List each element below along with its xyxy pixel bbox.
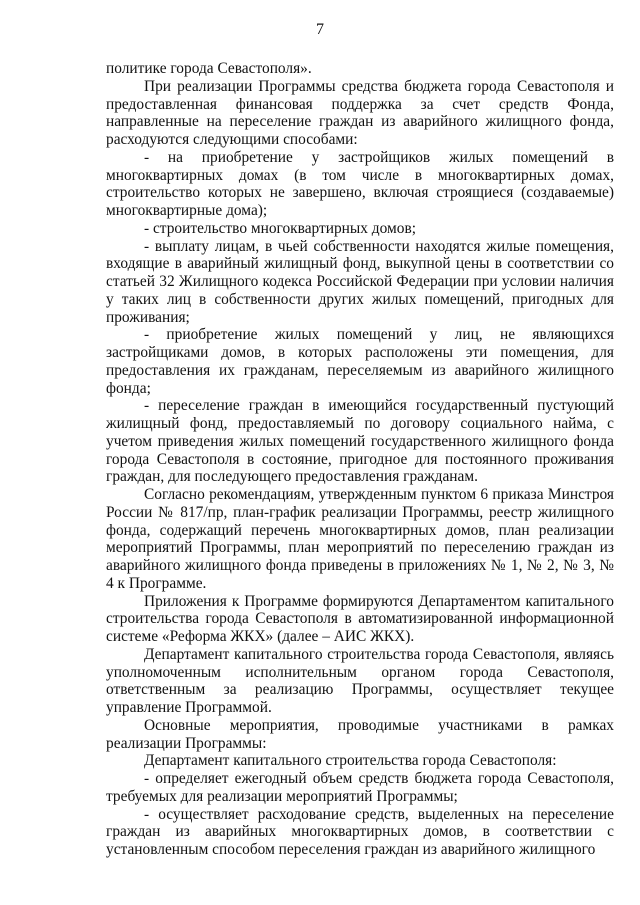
paragraph: При реализации Программы средства бюджета города Севастополя и предоставленная финансовая поддержка за счет средств Фонда, направленные на переселение граждан из аварийного жилищного фонда, расходуются следующими способами: — [106, 77, 614, 148]
paragraph: Согласно рекомендациям, утвержденным пунктом 6 приказа Минстроя России № 817/пр, план-график реализации Программы, реестр жилищного фонда, содержащий перечень многоквартирных домов, план реализации мероприятий Программы, план мероприятий по переселению граждан из аварийного жилищного фонда приведены в приложениях № 1, № 2, № 3, № 4 к Программе. — [106, 486, 614, 592]
list-item: - приобретение жилых помещений у лиц, не являющихся застройщиками домов, в которых расположены эти помещения, для предоставления их гражданам, переселяемым из аварийного жилищного фонда; — [106, 326, 614, 397]
paragraph: Департамент капитального строительства города Севастополя: — [144, 752, 557, 770]
list-item: - выплату лицам, в чьей собственности находятся жилые помещения, входящие в аварийный жилищный фонд, выкупной цены в соответствии со статьей 32 Жилищного кодекса Российской Федерации при условии наличия у таких лиц в собственности других жилых помещений, пригодных для проживания; — [106, 237, 614, 326]
paragraph: политике города Севастополя». — [106, 60, 312, 77]
page-number: 7 — [316, 21, 324, 38]
list-item: - строительство многоквартирных домов; — [144, 219, 417, 237]
document-body — [106, 60, 614, 859]
list-item: - осуществляет расходование средств, выделенных на переселение граждан из аварийных многоквартирных домов, в соответствии с установленным способом переселения граждан из аварийного жилищного — [106, 805, 614, 858]
list-item: - переселение граждан в имеющийся государственный пустующий жилищный фонд, предоставляемый по договору социального найма, с учетом приведения жилых помещений государственного жилищного фонда города Севастополя в состояние, пригодное для постоянного проживания граждан, для последующего предоставления гражданам. — [106, 397, 614, 486]
paragraph: Приложения к Программе формируются Департаментом капитального строительства города Севастополя в автоматизированной информационной системе «Реформа ЖКХ» (далее – АИС ЖКХ). — [106, 592, 614, 645]
list-item: - на приобретение у застройщиков жилых помещений в многоквартирных домах (в том числе в многоквартирных домах, строительство которых не завершено, включая строящиеся (создаваемые) многоквартирные дома); — [106, 148, 614, 219]
paragraph: Основные мероприятия, проводимые участниками в рамках реализации Программы: — [106, 716, 614, 752]
paragraph: Департамент капитального строительства города Севастополя, являясь уполномоченным исполнительным органом города Севастополя, ответственным за реализацию Программы, осуществляет текущее управление Программой. — [106, 645, 614, 716]
list-item: - определяет ежегодный объем средств бюджета города Севастополя, требуемых для реализации мероприятий Программы; — [106, 770, 614, 805]
